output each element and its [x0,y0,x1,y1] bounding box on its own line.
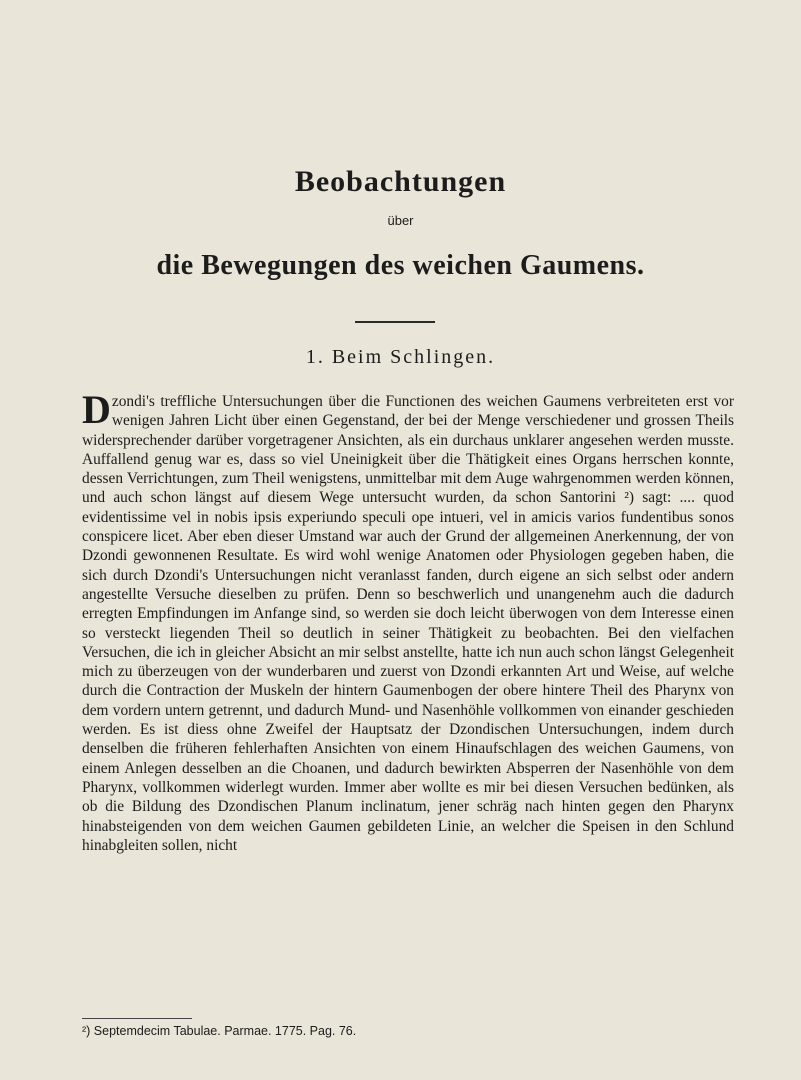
page-title: Beobachtungen [294,165,507,198]
section-heading: 1. Beim Schlingen. [305,346,496,368]
footnote: ²) Septemdecim Tabulae. Parmae. 1775. Pag. 76. [82,1024,357,1038]
footnote-divider [82,1018,192,1019]
page-subtitle: die Bewegungen des weichen Gaumens. [156,250,645,281]
drop-cap: D [82,387,111,432]
title-divider [355,321,435,323]
body-text [82,387,734,855]
title-connector: über [387,213,414,228]
paragraph-text: zondi's treffliche Untersuchungen über die Functionen des weichen Gaumens verbreiteten erst vor wenigen Jahren Licht über einen Gegenstand, der bei der Menge verschiedener und grossen Theils widersprechender darüber vorgetragener Ansichten, als ein durchaus unklarer angesehen werden musste. Auffallend genug war es, dass so viel Uneinigkeit über die Thätigkeit eines Organs herrschen konnte, dessen Verrichtungen, zum Theil wenigstens, unmittelbar mit dem Auge wahrgenommen werden können, und auch schon längst auf diesem Wege untersucht wurden, da schon Santorini ²) sagt: .... quod evidentissime vel in nobis ipsis experiundo speculi ope intueri, vel in amicis varios fundentibus sonos conspicere licet. Aber eben dieser Umstand war auch der Grund der allgemeinen Anerkennung, der von Dzondi gewonnenen Resultate. Es wird wohl wenige Anatomen oder Physiologen gegeben haben, die sich durch Dzondi's Untersuchungen nicht veranlasst fanden, durch eigene an sich selbst oder andern angestellte Versuche dieselben zu prüfen. Denn so beschwerlich und unangenehm auch die dadurch erregten Empfindungen im Anfange sind, so werden sie doch leicht überwogen von dem Interesse einen so versteckt liegenden Theil so deutlich in seiner Thätigkeit zu beobachten. Bei den vielfachen Versuchen, die ich in gleicher Absicht an mir selbst anstellte, hatte ich nun auch schon längst Gelegenheit mich zu überzeugen von der wunderbaren und zuerst von Dzondi erkannten Art und Weise, auf welche durch die Contraction der Muskeln der hintern Gaumenbogen der obere hintere Theil des Pharynx von dem vordern untern getrennt, und dadurch Mund- und Nasenhöhle vollkommen von einander geschieden werden. Es ist diess ohne Zweifel der Hauptsatz der Dzondischen Untersuchungen, indem durch denselben die früheren fehlerhaften Ansichten von einem Hinaufschlagen des weichen Gaumens, von einem Anlegen desselben an die Choanen, und dadurch bewirkten Absperren der Nasenhöhle von dem Pharynx, vollkommen widerlegt wurden. Immer aber wollte es mir bei diesen Versuchen bedünken, als ob die Bildung des Dzondischen Planum inclinatum, jener schräg nach hinten gegen den Pharynx hinabsteigenden von dem weichen Gaumen gebildeten Linie, an welcher die Speisen in den Schlund hinabgleiten sollen, nicht [82,393,734,854]
paragraph [82,387,734,855]
